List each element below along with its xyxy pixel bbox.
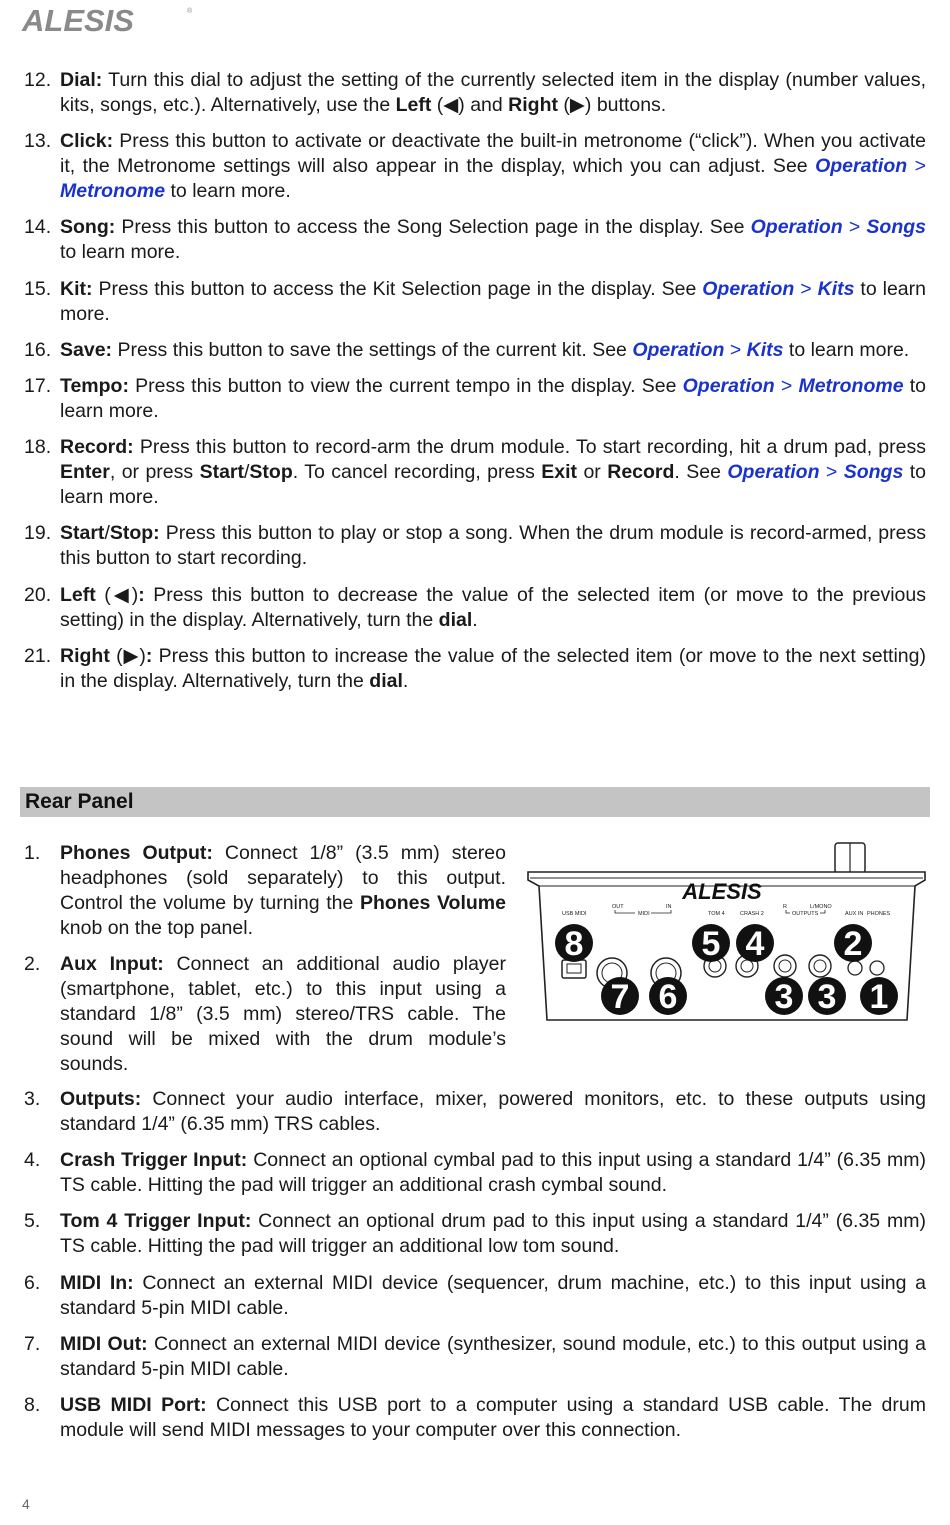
bold-term: Start (60, 522, 105, 545)
bold-term: Tempo: (60, 374, 129, 397)
list-item (24, 1209, 926, 1259)
bold-term: Enter (60, 461, 110, 484)
cross-reference-link[interactable]: Metronome (60, 180, 166, 203)
label-lmono: L/MONO (810, 904, 832, 910)
panel-brand: ALESIS (682, 879, 762, 904)
item-text: Press this button to activate or deactivate the built-in metronome (“click”). When you activate it, the Metronome settings will also appear in the display, which you can adjust. See (60, 130, 926, 178)
cross-reference-link[interactable]: Songs (843, 461, 904, 484)
label-tom4: TOM 4 (708, 911, 725, 917)
logo-text: ALESIS (22, 3, 134, 36)
bold-term: : (138, 583, 145, 606)
list-item (24, 841, 506, 941)
cross-reference-link[interactable]: Operation (702, 277, 795, 300)
item-text: knob on the top panel. (60, 917, 253, 939)
bold-term: Click: (60, 130, 114, 153)
item-number: 15. (24, 277, 52, 300)
item-text: , or press (109, 461, 200, 484)
item-text: . See (674, 461, 728, 484)
item-text: Connect 1/8” (3.5 mm) stereo headphones (sold separately) to this output. Control the volume by turning the (60, 842, 506, 914)
item-text: Press this button to increase the value of the selected item (or move to the next setting) in the display. Alternatively, turn the (60, 644, 926, 692)
svg-text:4: 4 (745, 925, 765, 963)
list-item (24, 1393, 926, 1443)
bold-term: MIDI Out: (60, 1332, 148, 1355)
list-item (24, 952, 506, 1077)
item-text: Press this button to view the current tempo in the display. See (128, 374, 683, 397)
bold-term: dial (369, 669, 403, 692)
item-text: Connect an optional cymbal pad to this input using a standard 1/4” (6.35 mm) TS cable. Hitting the pad will trigger an additional crash cymbal sound. (60, 1149, 926, 1197)
item-number: 19. (24, 522, 52, 545)
item-number: 14. (24, 216, 52, 239)
item-text: Connect an external MIDI device (synthesizer, sound module, etc.) to this output using a standard 5-pin MIDI cable. (60, 1332, 926, 1380)
svg-text:7: 7 (610, 978, 630, 1016)
bold-term: Exit (541, 461, 578, 484)
item-number: 16. (24, 338, 52, 361)
list-item (24, 338, 926, 363)
bold-term: Right (60, 644, 110, 667)
top-items-list (24, 68, 926, 705)
svg-text:6: 6 (658, 978, 678, 1016)
list-item (24, 583, 926, 633)
bold-term: Stop: (109, 522, 160, 545)
cross-reference-link[interactable]: Metronome (798, 374, 904, 397)
bold-term: ▶ (122, 644, 140, 667)
bold-term: Stop (249, 461, 293, 484)
item-text: Press this button to play or stop a song. When the drum module is record-armed, press this button to start recording. (60, 522, 926, 570)
cross-reference-link[interactable]: Operation (727, 461, 820, 484)
bold-term: Left (395, 94, 432, 116)
label-out: OUT (612, 904, 624, 910)
bold-term: Dial: (60, 69, 103, 91)
cross-reference-link[interactable]: Operation (682, 374, 775, 397)
item-text: Connect an additional audio player (smartphone, tablet, etc.) to this input using a standard 1/8” (3.5 mm) stereo/TRS cable. The sound will be mixed with the drum module’s sounds. (60, 953, 506, 1075)
label-outputs: OUTPUTS (792, 911, 819, 917)
bold-term: Outputs: (60, 1088, 142, 1110)
item-text: Press this button to access the Song Selection page in the display. See (115, 216, 751, 239)
item-text: ) (139, 644, 146, 667)
bold-term: Phones Volume (359, 892, 506, 914)
svg-text:3: 3 (817, 978, 837, 1016)
item-number: 6. (24, 1271, 41, 1294)
bold-term: Kit: (60, 277, 93, 300)
item-text: / (244, 461, 250, 484)
list-item (24, 68, 926, 118)
item-number: 1. (24, 842, 41, 864)
item-text: . (472, 608, 478, 631)
label-crash2: CRASH 2 (740, 911, 764, 917)
phones-jack (870, 961, 884, 975)
label-aux-in: AUX IN (845, 911, 864, 917)
item-number: 17. (24, 374, 52, 397)
item-text: Connect this USB port to a computer using a standard USB cable. The drum module will send MIDI messages to your computer over this connection. (60, 1393, 926, 1441)
rear-items-list-b (24, 1087, 926, 1454)
rear-panel-diagram (525, 842, 928, 1024)
section-title: Rear Panel (25, 790, 134, 813)
item-text: Connect an external MIDI device (sequencer, drum machine, etc.) to this input using a standard 5-pin MIDI cable. (60, 1271, 926, 1319)
item-text: ) and (458, 94, 509, 116)
item-text: Turn this dial to adjust the setting of the currently selected item in the display (number values, kits, songs, etc.). Alternatively, use the (60, 69, 926, 116)
bold-term: Aux Input: (60, 953, 164, 975)
bold-term: ◀ (110, 583, 132, 606)
svg-text:3: 3 (774, 978, 794, 1016)
bold-term: Right (508, 94, 558, 116)
cross-reference-link[interactable]: Songs (866, 216, 926, 239)
bold-term: Start (199, 461, 244, 484)
item-number: 21. (24, 644, 52, 667)
breadcrumb-separator: > (794, 277, 818, 300)
item-text: to learn more. (165, 180, 291, 203)
bold-term: dial (438, 608, 473, 631)
cross-reference-link[interactable]: Kits (746, 338, 784, 361)
output-r-jack (774, 955, 796, 977)
item-text: . To cancel recording, press (292, 461, 542, 484)
item-number: 2. (24, 953, 41, 975)
item-text: . (402, 669, 409, 692)
cross-reference-link[interactable]: Operation (750, 216, 843, 239)
bold-term: Record (607, 461, 675, 484)
list-item (24, 435, 926, 510)
svg-text:2: 2 (843, 925, 863, 963)
item-text: ( (95, 583, 111, 606)
item-text: Connect an optional drum pad to this input using a standard 1/4” (6.35 mm) TS cable. Hitting the pad will trigger an additional low tom sound. (60, 1210, 926, 1258)
breadcrumb-separator: > (819, 461, 844, 484)
item-text: ) (131, 583, 139, 606)
list-item (24, 277, 926, 327)
svg-text:1: 1 (869, 978, 889, 1016)
bold-term: USB MIDI Port: (60, 1393, 207, 1416)
label-midi: MIDI (638, 911, 650, 917)
item-text: to learn more. (60, 461, 926, 509)
item-text: ) buttons. (584, 94, 667, 116)
list-item (24, 374, 926, 424)
page-number: 4 (22, 1496, 30, 1512)
item-text: to learn more. (60, 241, 181, 264)
cross-reference-link[interactable]: Operation (815, 155, 908, 178)
section-header-rear-panel (20, 787, 930, 817)
item-text: Press this button to record-arm the drum module. To start recording, hit a drum pad, press (133, 436, 926, 459)
item-number: 8. (24, 1393, 41, 1416)
item-text: to learn more. (783, 338, 910, 361)
label-in: IN (666, 904, 672, 910)
bold-term: MIDI In: (60, 1271, 134, 1294)
breadcrumb-separator: > (907, 155, 926, 178)
bold-term: Save: (60, 338, 113, 361)
cross-reference-link[interactable]: Kits (817, 277, 855, 300)
bold-term: Song: (60, 216, 116, 239)
bold-term: Crash Trigger Input: (60, 1149, 248, 1172)
item-number: 4. (24, 1149, 41, 1172)
item-text: Connect your audio interface, mixer, powered monitors, etc. to these outputs using standard 1/4” (6.35 mm) TRS cables. (60, 1088, 926, 1135)
list-item (24, 1332, 926, 1382)
item-text: or (577, 461, 608, 484)
svg-text:8: 8 (564, 925, 584, 963)
item-number: 18. (24, 436, 52, 459)
alesis-logo (20, 2, 195, 36)
cross-reference-link[interactable]: Operation (632, 338, 725, 361)
item-text: ( (431, 94, 444, 116)
item-number: 3. (24, 1088, 41, 1110)
svg-text:®: ® (187, 8, 193, 15)
item-number: 20. (24, 583, 52, 606)
label-r: R (783, 904, 787, 910)
item-number: 12. (24, 69, 52, 91)
item-number: 7. (24, 1332, 41, 1355)
bold-term: Left (60, 583, 96, 606)
list-item (24, 1148, 926, 1198)
list-item (24, 1087, 926, 1137)
bold-term: Phones Output: (60, 842, 213, 864)
item-text: Press this button to save the settings of the current kit. See (112, 338, 633, 361)
item-text: to learn more. (60, 374, 926, 422)
label-phones: PHONES (867, 911, 891, 917)
breadcrumb-separator: > (842, 216, 867, 239)
item-text: ( (109, 644, 123, 667)
output-l-jack (809, 955, 831, 977)
item-text: Press this button to decrease the value of the selected item (or move to the previous setting) in the display. Alternatively, turn the (60, 583, 926, 631)
breadcrumb-separator: > (724, 338, 747, 361)
bold-term: ▶ (569, 94, 585, 116)
item-number: 5. (24, 1210, 41, 1233)
list-item (24, 129, 926, 204)
svg-text:5: 5 (701, 925, 721, 963)
aux-in-jack (848, 961, 862, 975)
label-usb-midi: USB MIDI (562, 911, 587, 917)
breadcrumb-separator: > (774, 374, 799, 397)
rear-items-list-a (24, 841, 506, 1088)
item-number: 13. (24, 130, 52, 153)
bold-term: Record: (60, 436, 134, 459)
item-text: to learn more. (60, 277, 926, 325)
list-item (24, 644, 926, 694)
item-text: / (104, 522, 110, 545)
bold-term: : (145, 644, 153, 667)
item-text: ( (558, 94, 570, 116)
bold-term: ◀ (443, 94, 459, 116)
item-text: Press this button to access the Kit Selection page in the display. See (92, 277, 703, 300)
list-item (24, 521, 926, 571)
list-item (24, 1271, 926, 1321)
bold-term: Tom 4 Trigger Input: (60, 1210, 252, 1233)
list-item (24, 215, 926, 265)
